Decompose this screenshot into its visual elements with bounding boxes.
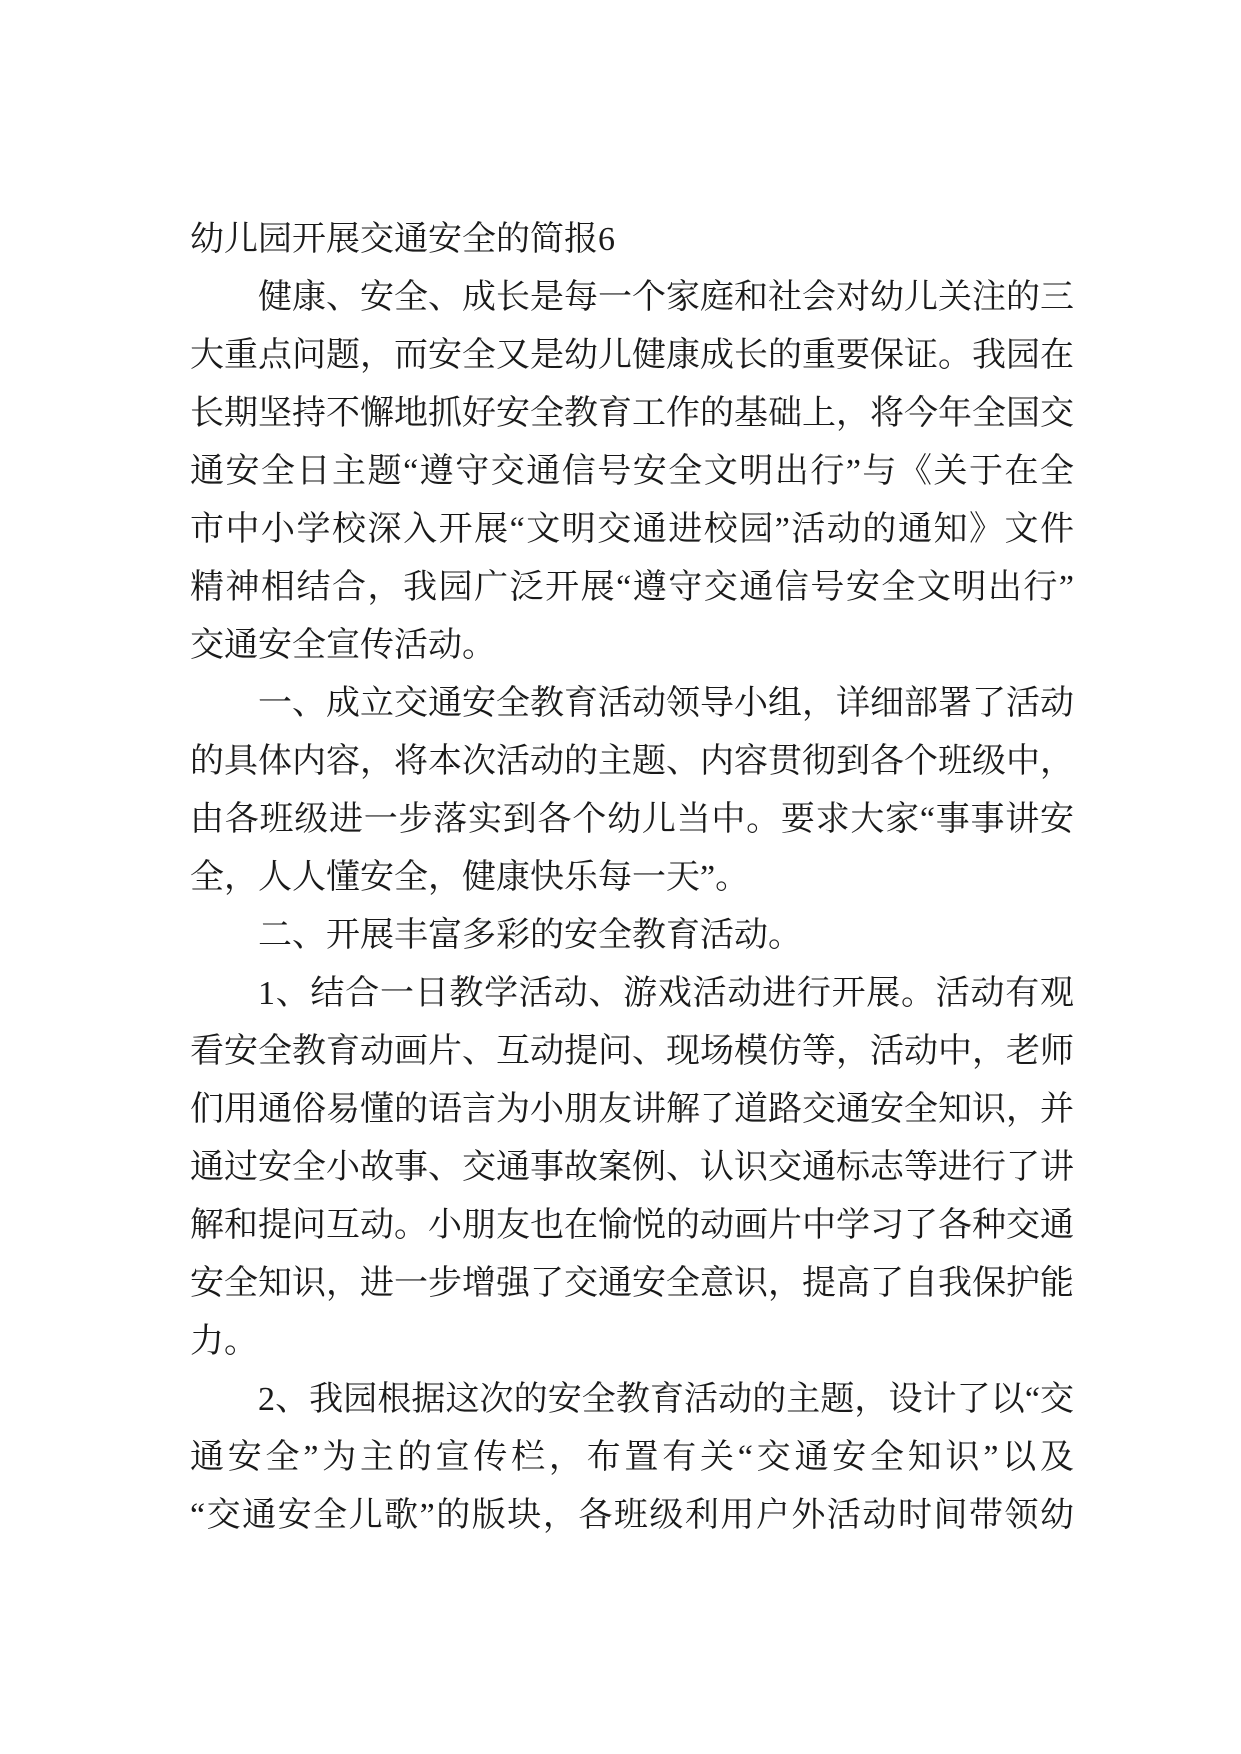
text-line: 们用通俗易懂的语言为小朋友讲解了道路交通安全知识，并	[190, 1091, 1074, 1128]
text-line: 2、我园根据这次的安全教育活动的主题，设计了以“交	[258, 1381, 1074, 1418]
text-line: 精神相结合，我园广泛开展“遵守交通信号安全文明出行”	[190, 569, 1074, 606]
text-line: 看安全教育动画片、互动提问、现场模仿等，活动中，老师	[190, 1033, 1074, 1070]
text-line: 通过安全小故事、交通事故案例、认识交通标志等进行了讲	[190, 1149, 1074, 1186]
text-line: 健康、安全、成长是每一个家庭和社会对幼儿关注的三	[258, 279, 1074, 316]
text-line: 大重点问题，而安全又是幼儿健康成长的重要保证。我园在	[190, 337, 1074, 374]
paragraph	[190, 269, 1074, 675]
text-line: 二、开展丰富多彩的安全教育活动。	[258, 917, 802, 954]
text-line: 通安全”为主的宣传栏，布置有关“交通安全知识”以及	[190, 1439, 1074, 1476]
document-title: 幼儿园开展交通安全的简报6	[190, 221, 615, 258]
paragraph	[190, 907, 1074, 965]
paragraph	[190, 965, 1074, 1371]
text-line: 力。	[190, 1323, 258, 1360]
text-line: 的具体内容，将本次活动的主题、内容贯彻到各个班级中，	[190, 743, 1074, 780]
text-line: 安全知识，进一步增强了交通安全意识，提高了自我保护能	[190, 1265, 1074, 1302]
text-line: 全，人人懂安全，健康快乐每一天”。	[190, 859, 750, 896]
text-line: 长期坚持不懈地抓好安全教育工作的基础上，将今年全国交	[190, 395, 1074, 432]
paragraph	[190, 1371, 1074, 1545]
text-line: 解和提问互动。小朋友也在愉悦的动画片中学习了各种交通	[190, 1207, 1074, 1244]
text-line: 交通安全宣传活动。	[190, 627, 496, 664]
text-line: 通安全日主题“遵守交通信号安全文明出行”与《关于在全	[190, 453, 1074, 490]
text-line: “交通安全儿歌”的版块，各班级利用户外活动时间带领幼	[190, 1497, 1074, 1534]
text-line: 由各班级进一步落实到各个幼儿当中。要求大家“事事讲安	[190, 801, 1074, 838]
paragraph	[190, 675, 1074, 907]
text-line: 一、成立交通安全教育活动领导小组，详细部署了活动	[258, 685, 1074, 722]
text-line: 市中小学校深入开展“文明交通进校园”活动的通知》文件	[190, 511, 1074, 548]
text-line: 1、结合一日教学活动、游戏活动进行开展。活动有观	[258, 975, 1074, 1012]
